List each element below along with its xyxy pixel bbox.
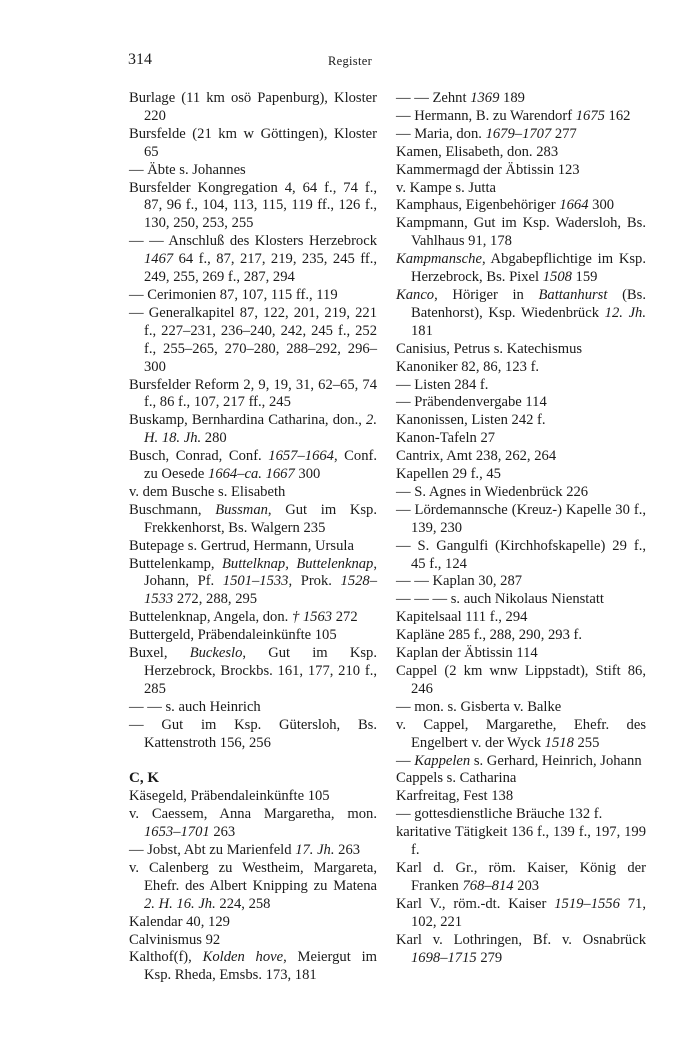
index-entry: — Präbendenvergabe 114 — [396, 394, 547, 411]
index-entry: — Cerimonien 87, 107, 115 ff., 119 — [129, 286, 338, 303]
index-entry: Butepage s. Gertrud, Hermann, Ursula — [129, 537, 354, 554]
index-entry: Bursfelder Reform 2, 9, 19, 31, 62–65, 74 f., 86 f., 107, 217 ff., 245 — [129, 376, 377, 411]
index-entry: — — Anschluß des Klosters Herzebrock 1467 64 f., 87, 217, 219, 235, 245 ff., 249, 255, 269 f., 287, 294 — [129, 233, 377, 286]
index-entry: — — Zehnt 1369 189 — [396, 90, 525, 106]
running-head: Register — [327, 54, 373, 68]
index-entry: Kapellen 29 f., 45 — [396, 466, 501, 483]
index-entry: — gottesdienstliche Bräuche 132 f. — [396, 806, 603, 823]
index-entry: Kaplan der Äbtissin 114 — [396, 645, 538, 662]
index-entry: Karfreitag, Fest 138 — [396, 788, 514, 805]
index-column-left — [129, 90, 377, 985]
index-entry: Kanoniker 82, 86, 123 f. — [396, 358, 540, 375]
index-entry: Cappel (2 km wnw Lippstadt), Stift 86, 246 — [396, 663, 646, 697]
index-entry: — — s. auch Heinrich — [129, 698, 261, 715]
index-entry: — Kappelen s. Gerhard, Heinrich, Johann — [396, 752, 642, 769]
index-entry: Kalthof(f), Kolden hove, Meiergut im Ksp. Rheda, Emsbs. 173, 181 — [129, 949, 377, 984]
index-entry: — — Kaplan 30, 287 — [396, 573, 523, 590]
index-entry: — — — s. auch Nikolaus Nienstatt — [396, 591, 604, 608]
index-entry: Kampmansche, Abgabepflichtige im Ksp. Herzebrock, Bs. Pixel 1508 159 — [396, 251, 646, 286]
index-entry: Karl v. Lothringen, Bf. v. Osnabrück 1698–1715 279 — [396, 931, 646, 966]
page-number: 314 — [128, 51, 152, 68]
index-entry: Kapitelsaal 111 f., 294 — [396, 609, 528, 626]
index-entry: — S. Agnes in Wiedenbrück 226 — [396, 483, 589, 500]
index-entry: v. Caessem, Anna Margaretha, mon. 1653–1701 263 — [129, 806, 377, 841]
index-entry: Kamphaus, Eigenbehöriger 1664 300 — [396, 197, 615, 214]
index-entry: Kanco, Höriger in Battanhurst (Bs. Batenhorst), Ksp. Wiedenbrück 12. Jh. 181 — [396, 286, 646, 339]
index-entry: Kammermagd der Äbtissin 123 — [396, 161, 580, 178]
index-entry: v. Cappel, Margarethe, Ehefr. des Engelbert v. der Wyck 1518 255 — [396, 716, 646, 751]
index-entry: Kampmann, Gut im Ksp. Wadersloh, Bs. Vahlhaus 91, 178 — [396, 215, 646, 250]
index-entry: — Listen 284 f. — [396, 376, 489, 393]
section-heading: C, K — [129, 770, 159, 787]
index-entry: v. dem Busche s. Elisabeth — [129, 483, 286, 500]
index-entry: Kanon-Tafeln 27 — [396, 430, 496, 447]
index-entry: Kalendar 40, 129 — [129, 913, 230, 930]
index-entry: Cappels s. Catharina — [396, 770, 517, 787]
index-entry: Karl V., röm.-dt. Kaiser 1519–1556 71, 102, 221 — [396, 895, 647, 930]
index-entry: Buttergeld, Präbendaleinkünfte 105 — [129, 627, 337, 644]
index-entry: Bursfelder Kongregation 4, 64 f., 74 f., 87, 96 f., 104, 113, 115, 119 ff., 126 f., 130, 250, 253, 255 — [129, 179, 377, 232]
index-entry: Kamen, Elisabeth, don. 283 — [396, 143, 559, 160]
index-entry: — Jobst, Abt zu Marienfeld 17. Jh. 263 — [129, 842, 361, 859]
index-entry: Kapläne 285 f., 288, 290, 293 f. — [396, 627, 583, 644]
index-entry: — Maria, don. 1679–1707 277 — [396, 125, 577, 142]
index-entry: — S. Gangulfi (Kirchhofskapelle) 29 f., 45 f., 124 — [396, 537, 646, 572]
index-entry: — Generalkapitel 87, 122, 201, 219, 221 f., 227–231, 236–240, 242, 245 f., 252 f., 255–265, 270–280, 288–292, 296–300 — [129, 304, 377, 375]
index-entry: Canisius, Petrus s. Katechismus — [396, 340, 583, 357]
index-entry: Karl d. Gr., röm. Kaiser, König der Franken 768–814 203 — [396, 859, 646, 894]
index-entry: Buskamp, Bernhardina Catharina, don., 2. H. 18. Jh. 280 — [129, 412, 377, 447]
index-entry: — Hermann, B. zu Warendorf 1675 162 — [396, 107, 631, 124]
index-entry: Busch, Conrad, Conf. 1657–1664, Conf. zu Oesede 1664–ca. 1667 300 — [129, 448, 377, 483]
index-entry: — mon. s. Gisberta v. Balke — [396, 698, 562, 715]
index-entry: — Äbte s. Johannes — [129, 161, 246, 178]
index-entry: Buttelenkamp, Buttelknap, Buttelenknap, Johann, Pf. 1501–1533, Prok. 1528–1533 272, 288, 295 — [129, 555, 377, 608]
index-entry: Burlage (11 km osö Papenburg), Kloster 220 — [129, 90, 377, 124]
index-entry: Bursfelde (21 km w Göttingen), Kloster 65 — [129, 125, 377, 160]
index-entry: v. Kampe s. Jutta — [396, 179, 496, 196]
index-column-right — [396, 90, 646, 967]
index-entry: Buttelenknap, Angela, don. † 1563 272 — [129, 609, 358, 626]
index-entry: v. Calenberg zu Westheim, Margareta, Ehefr. des Albert Knipping zu Matena 2. H. 16. Jh. 224, 258 — [129, 859, 377, 912]
index-entry: Cantrix, Amt 238, 262, 264 — [396, 448, 557, 465]
index-entry: karitative Tätigkeit 136 f., 139 f., 197, 199 f. — [396, 824, 646, 859]
index-entry: — Gut im Ksp. Gütersloh, Bs. Kattenstroth 156, 256 — [129, 716, 377, 751]
index-entry: Kanonissen, Listen 242 f. — [396, 412, 546, 429]
index-entry: Käsegeld, Präbendaleinkünfte 105 — [129, 788, 330, 805]
index-entry: Calvinismus 92 — [129, 931, 221, 948]
index-entry: Buschmann, Bussman, Gut im Ksp. Frekkenhorst, Bs. Walgern 235 — [129, 501, 377, 536]
index-entry: — Lördemannsche (Kreuz-) Kapelle 30 f., 139, 230 — [396, 501, 646, 536]
index-entry: Buxel, Buckeslo, Gut im Ksp. Herzebrock, Brockbs. 161, 177, 210 f., 285 — [129, 645, 377, 697]
